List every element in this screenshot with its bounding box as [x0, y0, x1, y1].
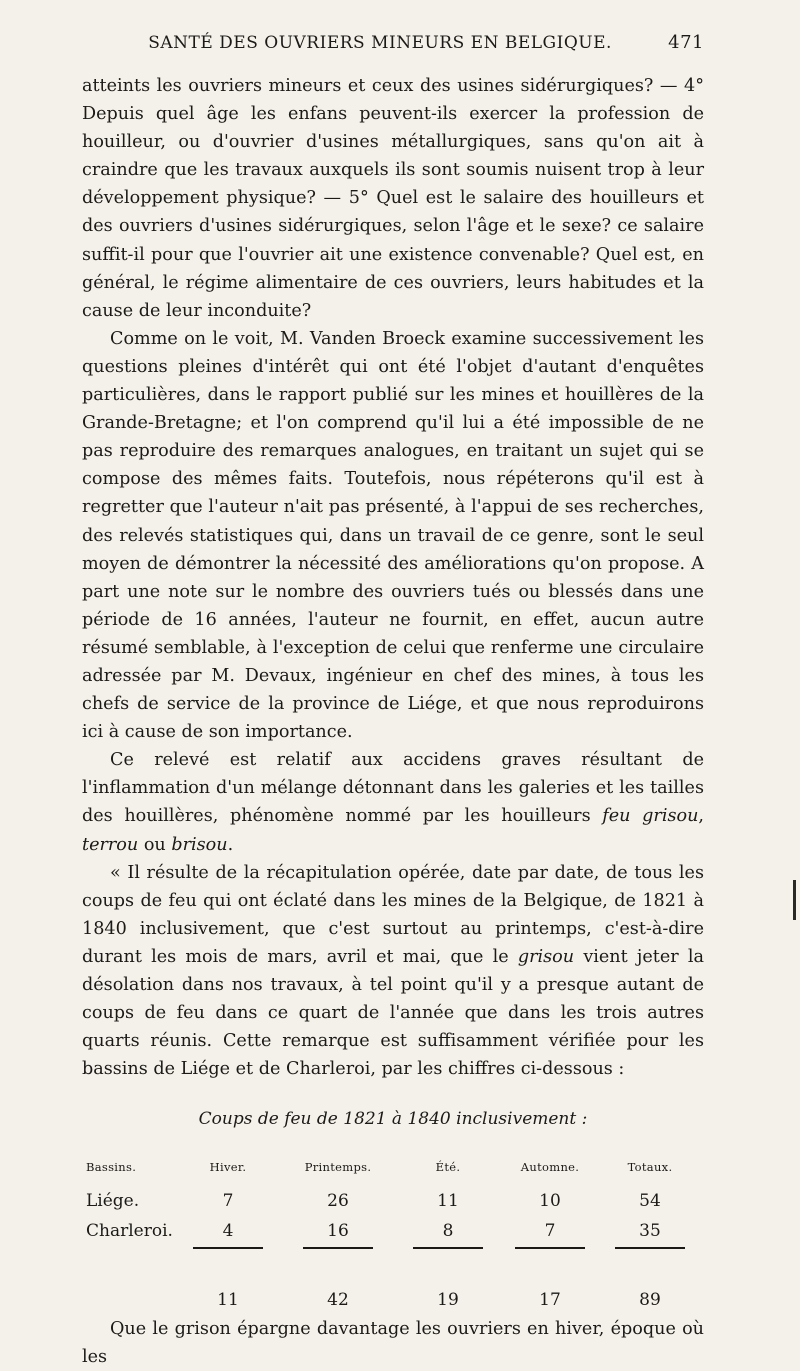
total-cell: 89	[639, 1289, 661, 1310]
page-number: 471	[668, 32, 704, 53]
sum-rule	[515, 1247, 585, 1249]
table-cell: 4	[222, 1220, 234, 1241]
table-row	[86, 1186, 698, 1216]
row-label: Liége.	[86, 1190, 140, 1211]
table-cell: 26	[327, 1190, 349, 1211]
total-cell: 17	[539, 1289, 561, 1310]
sum-rule	[303, 1247, 373, 1249]
table-cell: 10	[539, 1190, 561, 1211]
rule-row	[86, 1246, 698, 1276]
column-header: Été.	[435, 1160, 461, 1175]
table-cell: 54	[639, 1190, 661, 1211]
sum-rule	[615, 1247, 685, 1249]
total-cell: 19	[437, 1289, 459, 1310]
column-header: Hiver.	[209, 1160, 247, 1175]
table-cell: 16	[327, 1220, 349, 1241]
table-cell: 7	[222, 1190, 234, 1211]
sum-rule	[193, 1247, 263, 1249]
sum-rule	[413, 1247, 483, 1249]
paragraph-3: Ce relevé est relatif aux accidens graves résultant de l'inflammation d'un mélange détonnant dans les galeries et les tailles des houillères, phénomène nommé par les houilleurs feu grisou, terrou ou brisou.	[82, 750, 704, 855]
column-header: Totaux.	[627, 1160, 673, 1175]
row-label: Charleroi.	[86, 1220, 173, 1241]
running-header	[82, 32, 704, 72]
totals-row	[86, 1276, 698, 1315]
italic-term: grisou	[517, 946, 575, 967]
italic-term: brisou	[171, 834, 228, 855]
running-title: SANTÉ DES OUVRIERS MINEURS EN BELGIQUE.	[148, 33, 612, 53]
table-row	[86, 1216, 698, 1246]
total-cell: 42	[327, 1289, 349, 1310]
italic-term: feu grisou	[602, 806, 699, 827]
table-caption: Coups de feu de 1821 à 1840 inclusivement :	[198, 1109, 588, 1130]
scan-edge-mark	[793, 880, 796, 920]
paragraph-2: Comme on le voit, M. Vanden Broeck examine successivement les questions pleines d'intérêt qui ont été l'objet d'autant d'enquêtes particulières, dans le rapport publié sur les mines et houillères de la Grande-Bretagne; et l'on comprend qu'il lui a été impossible de ne pas reproduire des remarques analogues, en traitant un sujet qui se compose des mêmes faits. Toutefois, nous répéterons qu'il est à regretter que l'auteur n'ait pas présenté, à l'appui de ses recherches, des relevés statistiques qui, dans un travail de ce genre, sont le seul moyen de démontrer la nécessité des améliorations qu'on propose. A part une note sur le nombre des ouvriers tués ou blessés dans une période de 16 années, l'auteur ne fournit, en effet, aucun autre résumé semblable, à l'exception de celui que renferme une circulaire adressée par M. Devaux, ingénieur en chef des mines, à tous les chefs de service de la province de Liége, et que nous reproduirons ici à cause de son importance.	[82, 328, 704, 743]
column-header: Printemps.	[304, 1160, 372, 1175]
paragraph-4: « Il résulte de la récapitulation opérée, date par date, de tous les coups de feu qui ont éclaté dans les mines de la Belgique, de 1821 à 1840 inclusivement, que c'est surtout au printemps, c'est-à-dire durant les mois de mars, avril et mai, que le grisou vient jeter la désolation dans nos travaux, à tel point qu'il y a presque autant de coups de feu dans ce quart de l'année que dans les trois autres quarts réunis. Cette remarque est suffisamment vérifiée pour les bassins de Liége et de Charleroi, par les chiffres ci-dessous :	[82, 862, 704, 1080]
total-cell: 11	[217, 1289, 239, 1310]
paragraph-1: atteints les ouvriers mineurs et ceux des usines sidérurgiques? — 4° Depuis quel âge les enfans peuvent-ils exercer la profession de houilleur, ou d'ouvrier d'usines métallurgiques, sans qu'on ait à craindre que les travaux auxquels ils sont soumis nuisent trop à leur développement physique? — 5° Quel est le salaire des houilleurs et des ouvriers d'usines sidérurgiques, selon l'âge et le sexe? ce salaire suffit-il pour que l'ouvrier ait une existence convenable? Quel est, en général, le régime alimentaire de ces ouvriers, leurs habitudes et la cause de leur inconduite?	[82, 76, 704, 321]
table-cell: 8	[442, 1220, 454, 1241]
body-text	[82, 72, 704, 1371]
column-header: Bassins.	[86, 1160, 137, 1175]
table-cell: 7	[544, 1220, 556, 1241]
statistics-table	[86, 1153, 698, 1314]
final-line: Que le grison épargne davantage les ouvriers en hiver, époque où les	[82, 1318, 704, 1368]
table-cell: 35	[639, 1220, 661, 1241]
column-header: Automne.	[520, 1160, 580, 1175]
table-header-row	[86, 1153, 698, 1185]
italic-term: terrou	[82, 834, 139, 855]
table-cell: 11	[437, 1190, 459, 1211]
